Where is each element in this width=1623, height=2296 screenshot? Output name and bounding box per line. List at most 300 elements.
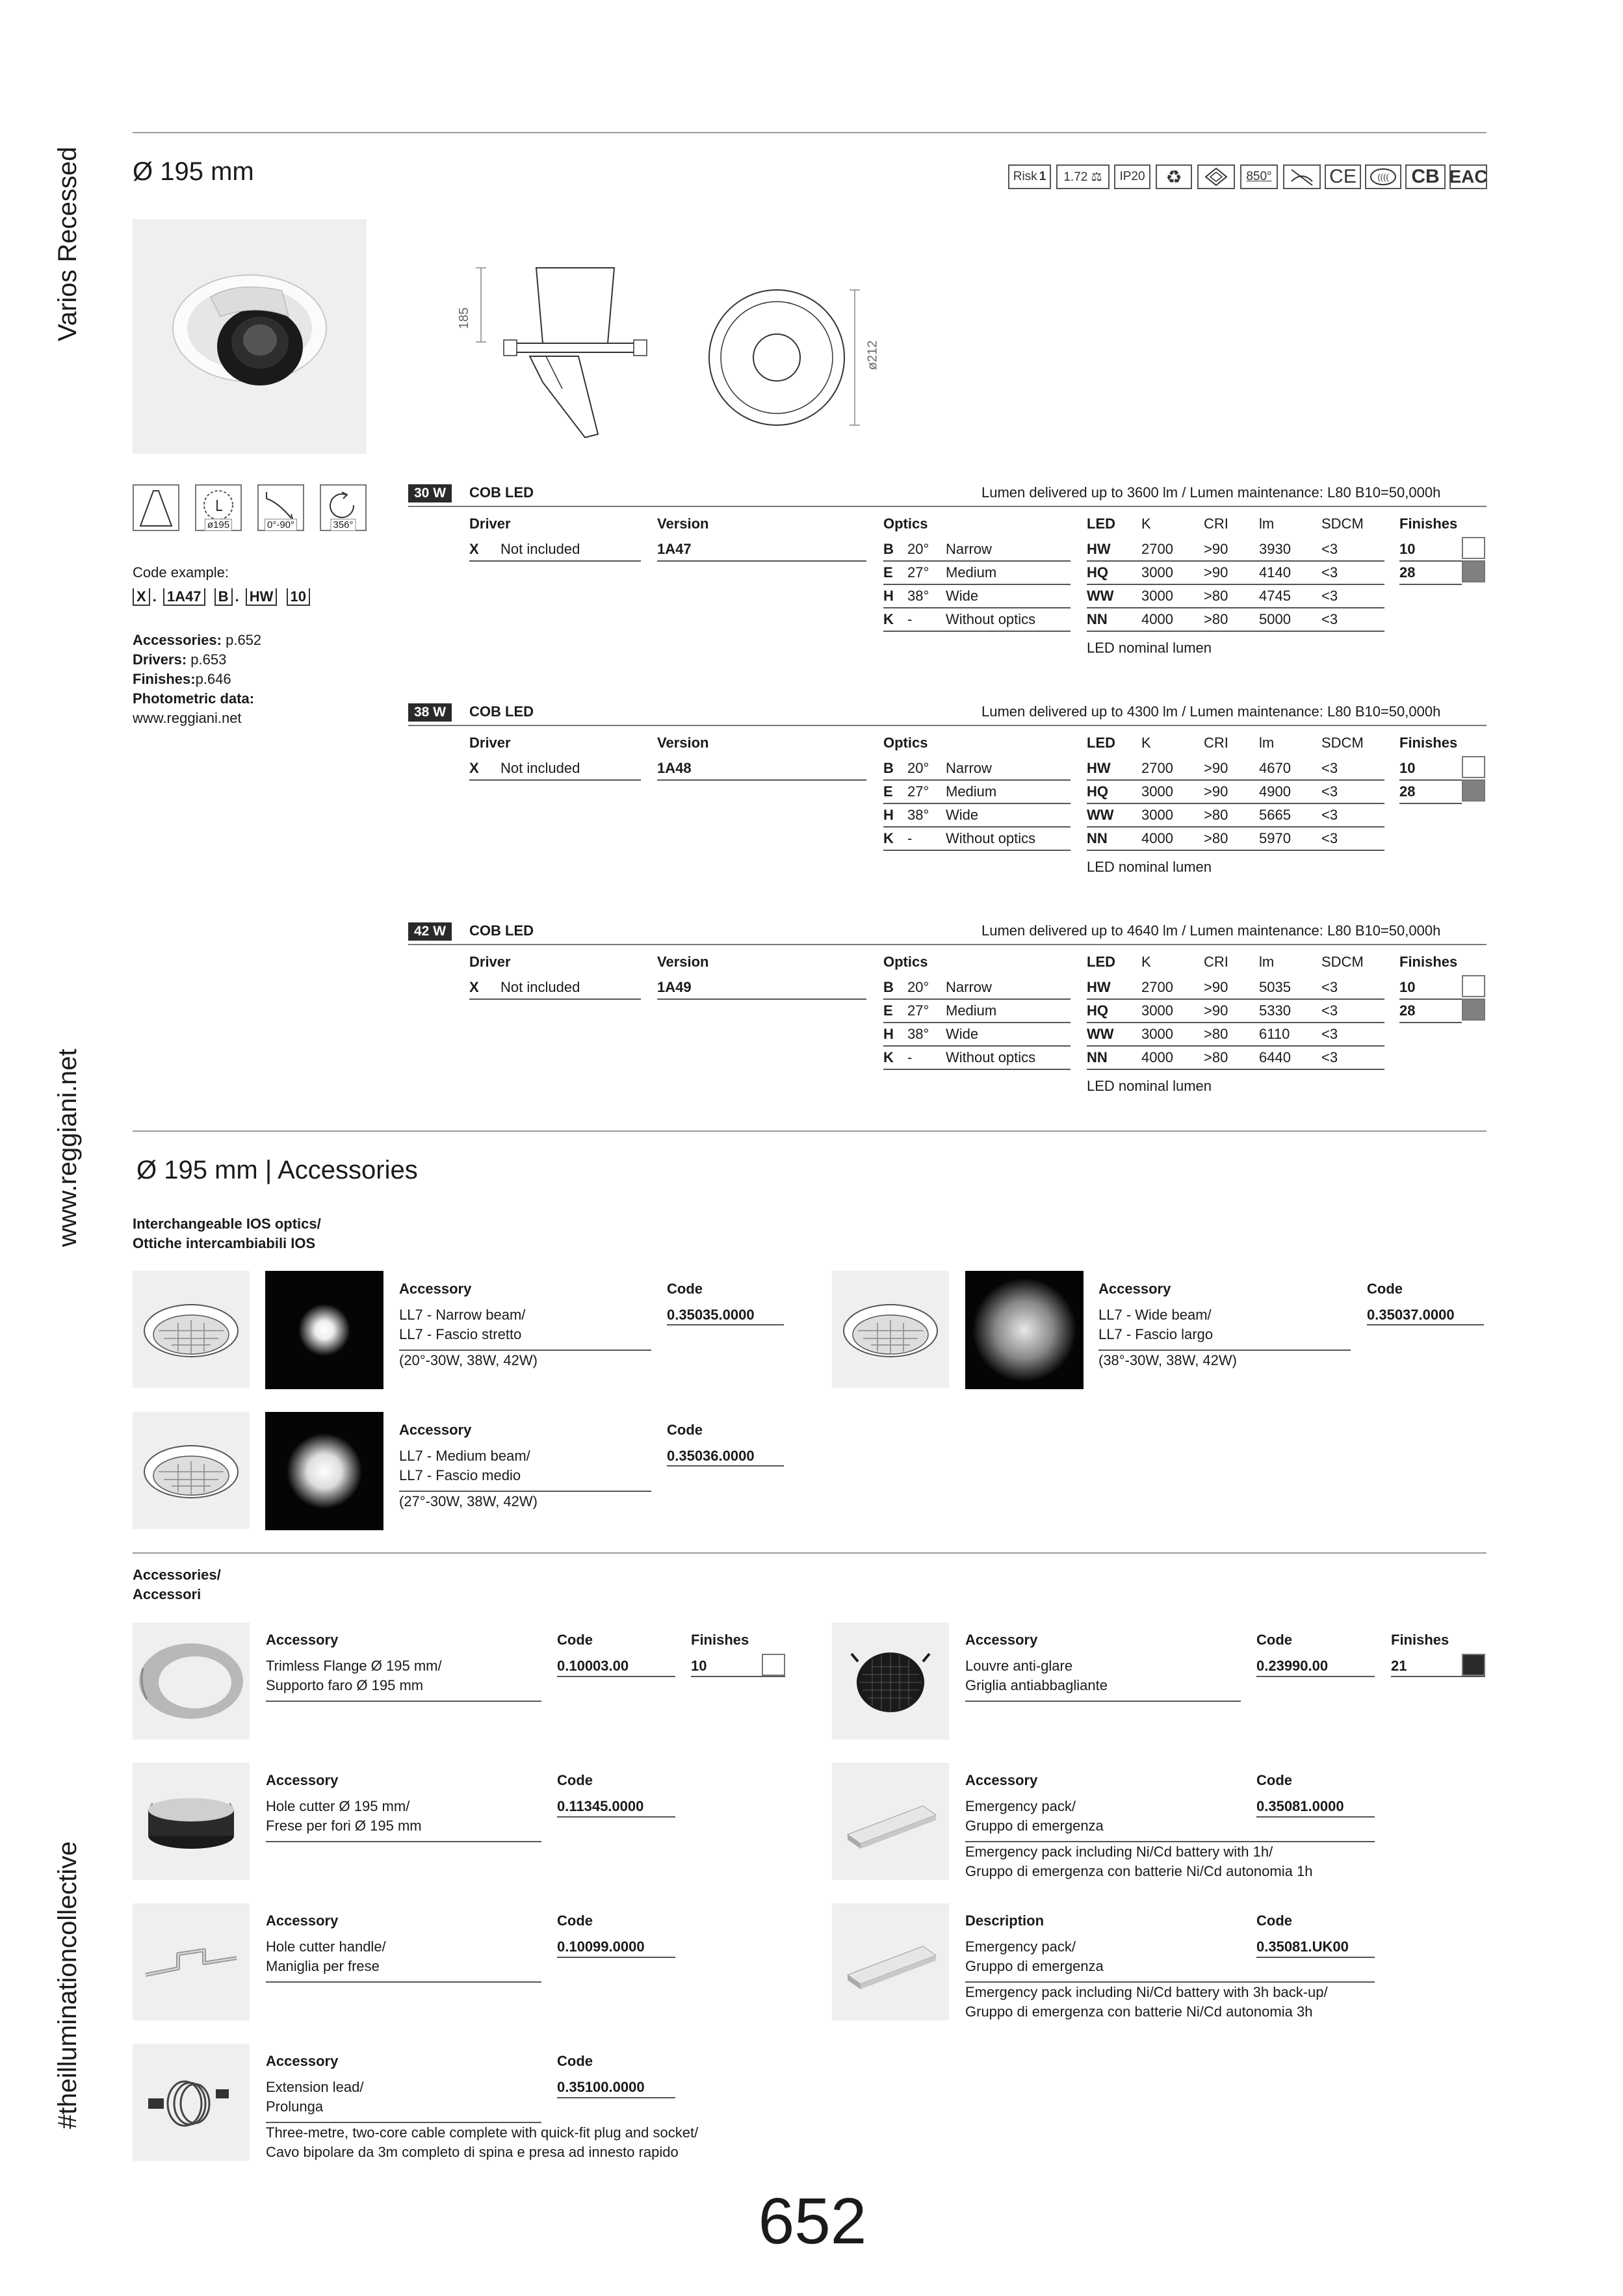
optic-code: B: [883, 541, 894, 557]
optic-code: E: [883, 783, 893, 800]
optic-angle: 27°: [907, 1002, 929, 1019]
optic-medium-line2: LL7 - Fascio medio: [399, 1467, 521, 1483]
hole-cutter-line1: Hole cutter Ø 195 mm/: [266, 1798, 410, 1814]
led-underline: [1087, 826, 1384, 828]
optic-label: Narrow: [946, 760, 992, 776]
extension-lead-code-col: [557, 2052, 645, 2097]
optic-code: B: [883, 760, 894, 776]
extension-lead-head: Accessory: [266, 2053, 339, 2069]
optic-angle: -: [907, 830, 913, 846]
accessories-heading: [133, 1565, 221, 1604]
led-note: LED nominal lumen: [1087, 859, 1212, 875]
optic-wide-photo: [832, 1271, 949, 1388]
led-underline: [1087, 560, 1384, 562]
hole-cutter-photo: [133, 1763, 250, 1880]
led-code: HW: [1087, 760, 1111, 776]
optic-medium-line1: LL7 - Medium beam/: [399, 1448, 530, 1464]
led-lm: 5035: [1259, 979, 1291, 995]
hole-cutter-handle-underline: [266, 1981, 541, 1983]
ip20-icon: IP20: [1114, 164, 1150, 189]
version-underline: [657, 998, 866, 1000]
led-code: HW: [1087, 541, 1111, 557]
finish-code: 10: [1399, 541, 1416, 557]
louvre-head: Accessory: [965, 1632, 1038, 1648]
optic-narrow-code-col: [667, 1279, 755, 1325]
page-title: Ø 195 mm: [133, 157, 254, 186]
accessories-rule: [133, 1130, 1487, 1132]
hole-cutter-code-col: [557, 1771, 643, 1816]
optic-angle: 20°: [907, 760, 929, 776]
hole-cutter-handle-code-head: Code: [557, 1912, 593, 1929]
led-sdcm: <3: [1321, 979, 1338, 995]
side-website[interactable]: www.reggiani.net: [53, 1049, 82, 1247]
led-sdcm: <3: [1321, 588, 1338, 604]
led-k: 4000: [1141, 611, 1173, 627]
code-example-label: Code example:: [133, 564, 229, 581]
finishes-header: Finishes: [1399, 515, 1458, 532]
optic-medium-code: 0.35036.0000: [667, 1448, 755, 1464]
optic-medium-beam: [265, 1412, 383, 1530]
optic-angle: 27°: [907, 783, 929, 800]
hole-cutter-handle-info: [266, 1911, 386, 1976]
led-cri: >90: [1204, 760, 1228, 776]
optic-narrow-line2: LL7 - Fascio stretto: [399, 1326, 522, 1342]
led-k: 3000: [1141, 807, 1173, 823]
glow-wire-icon: 850°: [1240, 164, 1278, 189]
optic-code: B: [883, 979, 894, 995]
optic-code: K: [883, 1049, 894, 1065]
finish-swatch: [1462, 560, 1485, 582]
optics-heading-line1: Interchangeable IOS optics/: [133, 1216, 321, 1232]
optic-wide-beam: [965, 1271, 1084, 1389]
rotation-label: 356°: [330, 519, 356, 531]
led-code: NN: [1087, 611, 1108, 627]
optic-underline: [883, 584, 1071, 585]
optic-medium-code-col: [667, 1420, 755, 1466]
version-code: 1A48: [657, 760, 692, 776]
extension-lead-note1: Three-metre, two-core cable complete with quick-fit plug and socket/: [266, 2124, 699, 2141]
led-sdcm: <3: [1321, 611, 1338, 627]
product-photo: [133, 219, 367, 454]
eac-icon: EAC: [1449, 164, 1487, 189]
photometric-url[interactable]: www.reggiani.net: [133, 710, 242, 726]
optic-medium-note: (27°-30W, 38W, 42W): [399, 1493, 538, 1509]
photometric-label: Photometric data:: [133, 690, 255, 707]
emergency-pack-1h-note2: Gruppo di emergenza con batterie Ni/Cd autonomia 1h: [965, 1863, 1313, 1879]
led-sdcm: <3: [1321, 1026, 1338, 1042]
optic-narrow-line1: LL7 - Narrow beam/: [399, 1307, 526, 1323]
optic-label: Narrow: [946, 541, 992, 557]
led-code: HQ: [1087, 1002, 1108, 1019]
sdcm-header: SDCM: [1321, 735, 1364, 751]
ce-icon: CE: [1325, 164, 1361, 189]
driver-code: X: [469, 541, 479, 557]
optic-narrow-note: (20°-30W, 38W, 42W): [399, 1352, 538, 1368]
cri-header: CRI: [1204, 954, 1228, 970]
emergency-pack-3h-code-underline: [1256, 1957, 1375, 1958]
optic-angle: 38°: [907, 1026, 929, 1042]
driver-underline: [469, 779, 641, 781]
finish-swatch: [1462, 998, 1485, 1021]
led-sdcm: <3: [1321, 541, 1338, 557]
driver-header: Driver: [469, 954, 511, 970]
led-code: NN: [1087, 1049, 1108, 1065]
led-code: HW: [1087, 979, 1111, 995]
optic-wide-head: Accessory: [1098, 1281, 1171, 1297]
led-sdcm: <3: [1321, 783, 1338, 800]
side-product-family: Varios Recessed: [53, 146, 82, 341]
led-cri: >90: [1204, 1002, 1228, 1019]
finish-swatch: [1462, 975, 1485, 997]
optics-heading: [133, 1214, 321, 1253]
hole-cutter-handle-photo: [133, 1903, 250, 2020]
sdcm-header: SDCM: [1321, 515, 1364, 532]
louvre-line1: Louvre anti-glare: [965, 1658, 1073, 1674]
optic-label: Wide: [946, 807, 979, 823]
led-code: NN: [1087, 830, 1108, 846]
source-label: COB LED: [469, 922, 534, 939]
led-underline: [1087, 607, 1384, 608]
cri-header: CRI: [1204, 735, 1228, 751]
variant-rule: [408, 944, 1487, 945]
led-sdcm: <3: [1321, 1049, 1338, 1065]
optic-wide-line2: LL7 - Fascio largo: [1098, 1326, 1214, 1342]
optic-angle: 27°: [907, 564, 929, 581]
side-hashtag: #theilluminationcollective: [53, 1841, 82, 2129]
optic-angle: -: [907, 1049, 913, 1065]
beam-icon: [133, 484, 179, 531]
accessories-list-rule: [133, 1552, 1487, 1554]
optic-underline: [883, 1022, 1071, 1023]
optic-label: Without optics: [946, 611, 1036, 627]
optic-label: Wide: [946, 588, 979, 604]
extension-lead-code-head: Code: [557, 2053, 593, 2069]
version-code: 1A47: [657, 541, 692, 557]
optic-underline: [883, 826, 1071, 828]
louvre-info: [965, 1630, 1108, 1695]
finishes-header: Finishes: [1399, 954, 1458, 970]
optic-code: K: [883, 611, 894, 627]
k-header: K: [1141, 735, 1151, 751]
emergency-pack-3h-note1: Emergency pack including Ni/Cd battery with 3h back-up/: [965, 1984, 1328, 2000]
driver-underline: [469, 998, 641, 1000]
cut-out-icon: [195, 484, 242, 531]
louvre-finish-underline: [1391, 1676, 1485, 1677]
emergency-pack-3h-line1: Emergency pack/: [965, 1938, 1076, 1955]
led-lm: 6110: [1259, 1026, 1290, 1042]
finish-underline: [1399, 803, 1462, 804]
emergency-pack-1h-note1: Emergency pack including Ni/Cd battery with 1h/: [965, 1844, 1273, 1860]
optic-wide-note: (38°-30W, 38W, 42W): [1098, 1352, 1237, 1368]
version-header: Version: [657, 954, 709, 970]
led-underline: [1087, 1022, 1384, 1023]
tilt-label: 0°-90°: [265, 519, 297, 531]
led-lm: 4900: [1259, 783, 1291, 800]
code-example-version: 1A47: [163, 588, 205, 606]
led-underline: [1087, 803, 1384, 804]
led-underline: [1087, 631, 1384, 632]
k-header: K: [1141, 954, 1151, 970]
diameter-dimension: ø212: [865, 340, 880, 371]
driver-code: X: [469, 760, 479, 776]
optic-label: Without optics: [946, 830, 1036, 846]
trimless-flange-finish-col: [691, 1630, 749, 1676]
led-code: WW: [1087, 807, 1114, 823]
optics-header: Optics: [883, 735, 928, 751]
accessories-heading-line2: Accessori: [133, 1586, 201, 1602]
source-label: COB LED: [469, 703, 534, 720]
led-lm: 4745: [1259, 588, 1291, 604]
louvre-code-head: Code: [1256, 1632, 1292, 1648]
optic-wide-code-head: Code: [1367, 1281, 1403, 1297]
louvre-finish-col: [1391, 1630, 1449, 1676]
optic-narrow-code-head: Code: [667, 1281, 703, 1297]
driver-label: Not included: [500, 541, 580, 557]
driver-code: X: [469, 979, 479, 995]
trimless-flange-finish-underline: [691, 1676, 785, 1677]
emergency-pack-3h-underline: [965, 1981, 1375, 1983]
led-lm: 6440: [1259, 1049, 1291, 1065]
louvre-finish-head: Finishes: [1391, 1632, 1449, 1648]
lm-header: lm: [1259, 735, 1275, 751]
led-sdcm: <3: [1321, 807, 1338, 823]
led-code: WW: [1087, 1026, 1114, 1042]
led-underline: [1087, 584, 1384, 585]
extension-lead-note2: Cavo bipolare da 3m completo di spina e presa ad innesto rapido: [266, 2144, 679, 2160]
optic-underline: [883, 850, 1071, 851]
led-underline: [1087, 1045, 1384, 1047]
finish-code: 10: [1399, 979, 1416, 995]
optic-label: Medium: [946, 783, 997, 800]
led-sdcm: <3: [1321, 564, 1338, 581]
finish-swatch: [1462, 779, 1485, 802]
recycle-icon: ♻: [1156, 164, 1192, 189]
optic-medium-code-underline: [667, 1465, 784, 1467]
lumen-note: Lumen delivered up to 4640 lm / Lumen maintenance: L80 B10=50,000h: [981, 922, 1441, 939]
finish-code: 28: [1399, 783, 1416, 800]
class-iii-icon: [1197, 164, 1235, 189]
optic-angle: 38°: [907, 807, 929, 823]
emergency-pack-1h-code-head: Code: [1256, 1772, 1292, 1788]
louvre-underline: [965, 1701, 1241, 1702]
version-code: 1A49: [657, 979, 692, 995]
optic-medium-underline: [399, 1491, 651, 1492]
info-links: [133, 631, 261, 728]
optic-narrow-code-underline: [667, 1324, 784, 1325]
drivers-page[interactable]: p.653: [190, 651, 227, 668]
code-example: X . 1A47 B . HW 10: [133, 588, 313, 605]
louvre-code-col: [1256, 1630, 1328, 1676]
led-cri: >90: [1204, 979, 1228, 995]
louvre-finish-swatch: [1462, 1654, 1485, 1676]
hole-cutter-handle-line2: Maniglia per frese: [266, 1958, 380, 1974]
emergency-pack-1h-head: Accessory: [965, 1772, 1038, 1788]
led-header: LED: [1087, 515, 1115, 532]
led-k: 4000: [1141, 830, 1173, 846]
lm-header: lm: [1259, 515, 1275, 532]
emergency-pack-3h-code-col: [1256, 1911, 1349, 1957]
louvre-code-underline: [1256, 1676, 1375, 1677]
finishes-page[interactable]: p.646: [195, 671, 231, 687]
tilt-icon: [257, 484, 304, 531]
led-code: WW: [1087, 588, 1114, 604]
optics-header: Optics: [883, 515, 928, 532]
hole-cutter-line2: Frese per fori Ø 195 mm: [266, 1818, 422, 1834]
hole-cutter-info: [266, 1771, 422, 1836]
lumen-note: Lumen delivered up to 3600 lm / Lumen maintenance: L80 B10=50,000h: [981, 484, 1441, 501]
optic-narrow-underline: [399, 1350, 651, 1351]
optic-narrow-head: Accessory: [399, 1281, 472, 1297]
source-label: COB LED: [469, 484, 534, 501]
optic-underline: [883, 803, 1071, 804]
optic-medium-photo: [133, 1412, 250, 1529]
led-cri: >90: [1204, 541, 1228, 557]
emergency-pack-1h-code-col: [1256, 1771, 1344, 1816]
extension-lead-line2: Prolunga: [266, 2098, 324, 2115]
cut-out-label: ø195: [205, 519, 232, 531]
led-k: 3000: [1141, 564, 1173, 581]
driver-header: Driver: [469, 515, 511, 532]
svg-text:((((: ((((: [1377, 172, 1389, 182]
emergency-pack-3h-photo: [832, 1903, 949, 2020]
optic-angle: -: [907, 611, 913, 627]
led-cri: >80: [1204, 1026, 1228, 1042]
side-view-drawing: [457, 259, 663, 447]
led-lm: 3930: [1259, 541, 1291, 557]
driver-underline: [469, 560, 641, 562]
extension-lead-code: 0.35100.0000: [557, 2079, 645, 2095]
optic-underline: [883, 998, 1071, 1000]
led-k: 3000: [1141, 1026, 1173, 1042]
led-k: 3000: [1141, 588, 1173, 604]
finishes-label: Finishes:: [133, 671, 196, 687]
led-underline: [1087, 998, 1384, 1000]
emergency-pack-1h-line2: Gruppo di emergenza: [965, 1818, 1104, 1834]
trimless-flange-underline: [266, 1701, 541, 1702]
tick-icon: [1365, 164, 1401, 189]
lm-header: lm: [1259, 954, 1275, 970]
optic-label: Medium: [946, 1002, 997, 1019]
version-underline: [657, 779, 866, 781]
trimless-flange-head: Accessory: [266, 1632, 339, 1648]
optic-code: E: [883, 564, 893, 581]
driver-label: Not included: [500, 979, 580, 995]
extension-lead-line1: Extension lead/: [266, 2079, 364, 2095]
version-header: Version: [657, 515, 709, 532]
extension-lead-photo: [133, 2044, 250, 2161]
driver-header: Driver: [469, 735, 511, 751]
version-header: Version: [657, 735, 709, 751]
optic-angle: 20°: [907, 979, 929, 995]
optic-wide-line1: LL7 - Wide beam/: [1098, 1307, 1212, 1323]
driver-label: Not included: [500, 760, 580, 776]
optics-heading-line2: Ottiche intercambiabili IOS: [133, 1235, 316, 1251]
louvre-photo: [832, 1623, 949, 1740]
hole-cutter-code-head: Code: [557, 1772, 593, 1788]
optic-label: Medium: [946, 564, 997, 581]
extension-lead-underline: [266, 2122, 541, 2123]
optic-wide-code-col: [1367, 1279, 1455, 1325]
emergency-pack-3h-head: Description: [965, 1912, 1045, 1929]
optic-angle: 20°: [907, 541, 929, 557]
cb-icon: CB: [1405, 164, 1446, 189]
finish-code: 28: [1399, 1002, 1416, 1019]
emergency-pack-3h-note2: Gruppo di emergenza con batterie Ni/Cd autonomia 3h: [965, 2003, 1313, 2020]
lumen-note: Lumen delivered up to 4300 lm / Lumen maintenance: L80 B10=50,000h: [981, 703, 1441, 720]
led-cri: >80: [1204, 807, 1228, 823]
risk-icon: Risk 1: [1008, 164, 1051, 189]
front-view-drawing: [705, 286, 880, 436]
trimless-flange-code-col: [557, 1630, 629, 1676]
led-lm: 5665: [1259, 807, 1291, 823]
emergency-pack-3h-code: 0.35081.UK00: [1256, 1938, 1349, 1955]
finish-underline: [1399, 560, 1462, 562]
led-k: 4000: [1141, 1049, 1173, 1065]
led-code: HQ: [1087, 783, 1108, 800]
optic-medium-head: Accessory: [399, 1422, 472, 1438]
finish-underline: [1399, 1022, 1462, 1023]
finish-underline: [1399, 998, 1462, 1000]
led-cri: >80: [1204, 588, 1228, 604]
trimless-flange-code-head: Code: [557, 1632, 593, 1648]
led-cri: >80: [1204, 611, 1228, 627]
trimless-flange-code-underline: [557, 1676, 675, 1677]
accessories-heading-line1: Accessories/: [133, 1567, 221, 1583]
height-dimension: 185: [457, 307, 472, 330]
accessories-page[interactable]: p.652: [226, 632, 262, 648]
finish-swatch: [1462, 537, 1485, 559]
led-underline: [1087, 850, 1384, 851]
accessories-label: Accessories:: [133, 632, 222, 648]
led-header: LED: [1087, 735, 1115, 751]
optic-underline: [883, 779, 1071, 781]
sdcm-header: SDCM: [1321, 954, 1364, 970]
optics-header: Optics: [883, 954, 928, 970]
optic-wide-info: [1098, 1279, 1237, 1370]
emergency-pack-1h-code: 0.35081.0000: [1256, 1798, 1344, 1814]
led-note: LED nominal lumen: [1087, 1078, 1212, 1094]
optic-code: H: [883, 588, 894, 604]
led-underline: [1087, 779, 1384, 781]
code-example-led: HW: [246, 588, 278, 606]
hole-cutter-handle-code-col: [557, 1911, 645, 1957]
no-cover-icon: [1283, 164, 1321, 189]
led-sdcm: <3: [1321, 760, 1338, 776]
optic-wide-code-underline: [1367, 1324, 1484, 1325]
optic-label: Wide: [946, 1026, 979, 1042]
led-header: LED: [1087, 954, 1115, 970]
drivers-label: Drivers:: [133, 651, 187, 668]
trimless-flange-photo: [133, 1623, 250, 1740]
optic-label: Narrow: [946, 979, 992, 995]
led-k: 3000: [1141, 783, 1173, 800]
led-lm: 4670: [1259, 760, 1291, 776]
trimless-flange-info: [266, 1630, 442, 1695]
led-code: HQ: [1087, 564, 1108, 581]
optic-wide-code: 0.35037.0000: [1367, 1307, 1455, 1323]
cri-header: CRI: [1204, 515, 1228, 532]
optic-underline: [883, 1045, 1071, 1047]
optic-narrow-code: 0.35035.0000: [667, 1307, 755, 1323]
code-example-driver: X: [133, 588, 150, 606]
optic-code: E: [883, 1002, 893, 1019]
page-number: 652: [758, 2185, 867, 2258]
led-cri: >90: [1204, 564, 1228, 581]
led-k: 2700: [1141, 541, 1173, 557]
emergency-pack-3h-code-head: Code: [1256, 1912, 1292, 1929]
hole-cutter-code-underline: [557, 1816, 675, 1818]
finish-underline: [1399, 779, 1462, 781]
